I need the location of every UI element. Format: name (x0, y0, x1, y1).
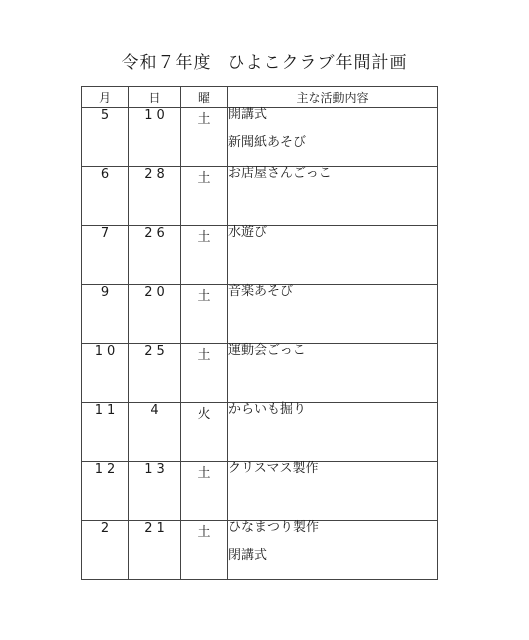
cell-weekday: 土 (181, 344, 228, 403)
cell-activity (228, 403, 438, 462)
cell-weekday: 土 (181, 462, 228, 521)
cell-activity (228, 521, 438, 580)
activity-item: 開講式 (228, 107, 268, 122)
cell-month (82, 403, 129, 462)
cell-activity (228, 226, 438, 285)
table-body (82, 108, 438, 580)
cell-day (129, 108, 181, 167)
cell-day (129, 462, 181, 521)
document-title (0, 48, 529, 73)
cell-weekday: 火 (181, 403, 228, 462)
day-value: 26 (144, 226, 169, 241)
cell-activity (228, 108, 438, 167)
header-day: 日 (129, 87, 181, 108)
day-value: 21 (144, 521, 169, 536)
table-row (82, 403, 438, 462)
day-value: 28 (144, 167, 169, 182)
month-value: 2 (100, 521, 114, 536)
cell-month (82, 344, 129, 403)
header-activity: 主な活動内容 (228, 87, 438, 108)
cell-weekday: 土 (181, 108, 228, 167)
table-row (82, 285, 438, 344)
cell-weekday: 土 (181, 167, 228, 226)
table-row (82, 108, 438, 167)
activity-item: 水遊び (228, 225, 268, 240)
month-value: 12 (94, 462, 120, 477)
activity-item: お店屋さんごっこ (228, 166, 332, 181)
title-fiscal-year: 令和７年度 (121, 53, 212, 73)
day-value: 4 (150, 403, 163, 418)
activity-item: 音楽あそび (228, 284, 294, 299)
month-value: 7 (100, 226, 114, 241)
activity-item: ひなまつり製作 (228, 520, 320, 535)
table-row (82, 167, 438, 226)
cell-day (129, 285, 181, 344)
day-value: 10 (144, 108, 169, 123)
activity-item: クリスマス製作 (228, 461, 319, 476)
table-header-row (82, 87, 438, 108)
cell-month (82, 226, 129, 285)
annual-schedule-table (81, 86, 438, 580)
cell-activity (228, 285, 438, 344)
title-plan-name: ひよこクラブ年間計画 (227, 53, 408, 73)
table-row (82, 344, 438, 403)
cell-day (129, 344, 181, 403)
cell-activity (228, 167, 438, 226)
cell-month (82, 285, 129, 344)
activity-item: 新聞紙あそび (228, 135, 307, 150)
cell-day (129, 167, 181, 226)
table-row (82, 462, 438, 521)
table-row (82, 521, 438, 580)
cell-month (82, 167, 129, 226)
cell-month (82, 521, 129, 580)
month-value: 5 (100, 108, 114, 123)
month-value: 10 (94, 344, 120, 359)
cell-day (129, 403, 181, 462)
day-value: 13 (144, 462, 169, 477)
activity-item: からいも掘り (228, 402, 307, 417)
day-value: 25 (144, 344, 169, 359)
cell-month (82, 108, 129, 167)
cell-weekday: 土 (181, 285, 228, 344)
header-weekday: 曜 (181, 87, 228, 108)
cell-weekday: 土 (181, 521, 228, 580)
activity-item: 運動会ごっこ (228, 343, 306, 358)
cell-activity (228, 462, 438, 521)
day-value: 20 (144, 285, 169, 300)
activity-item: 閉講式 (228, 548, 268, 563)
month-value: 6 (100, 167, 114, 182)
cell-month (82, 462, 129, 521)
cell-day (129, 521, 181, 580)
header-month: 月 (82, 87, 129, 108)
month-value: 9 (100, 285, 114, 300)
cell-day (129, 226, 181, 285)
cell-weekday: 土 (181, 226, 228, 285)
cell-activity (228, 344, 438, 403)
table-row (82, 226, 438, 285)
month-value: 11 (94, 403, 120, 418)
